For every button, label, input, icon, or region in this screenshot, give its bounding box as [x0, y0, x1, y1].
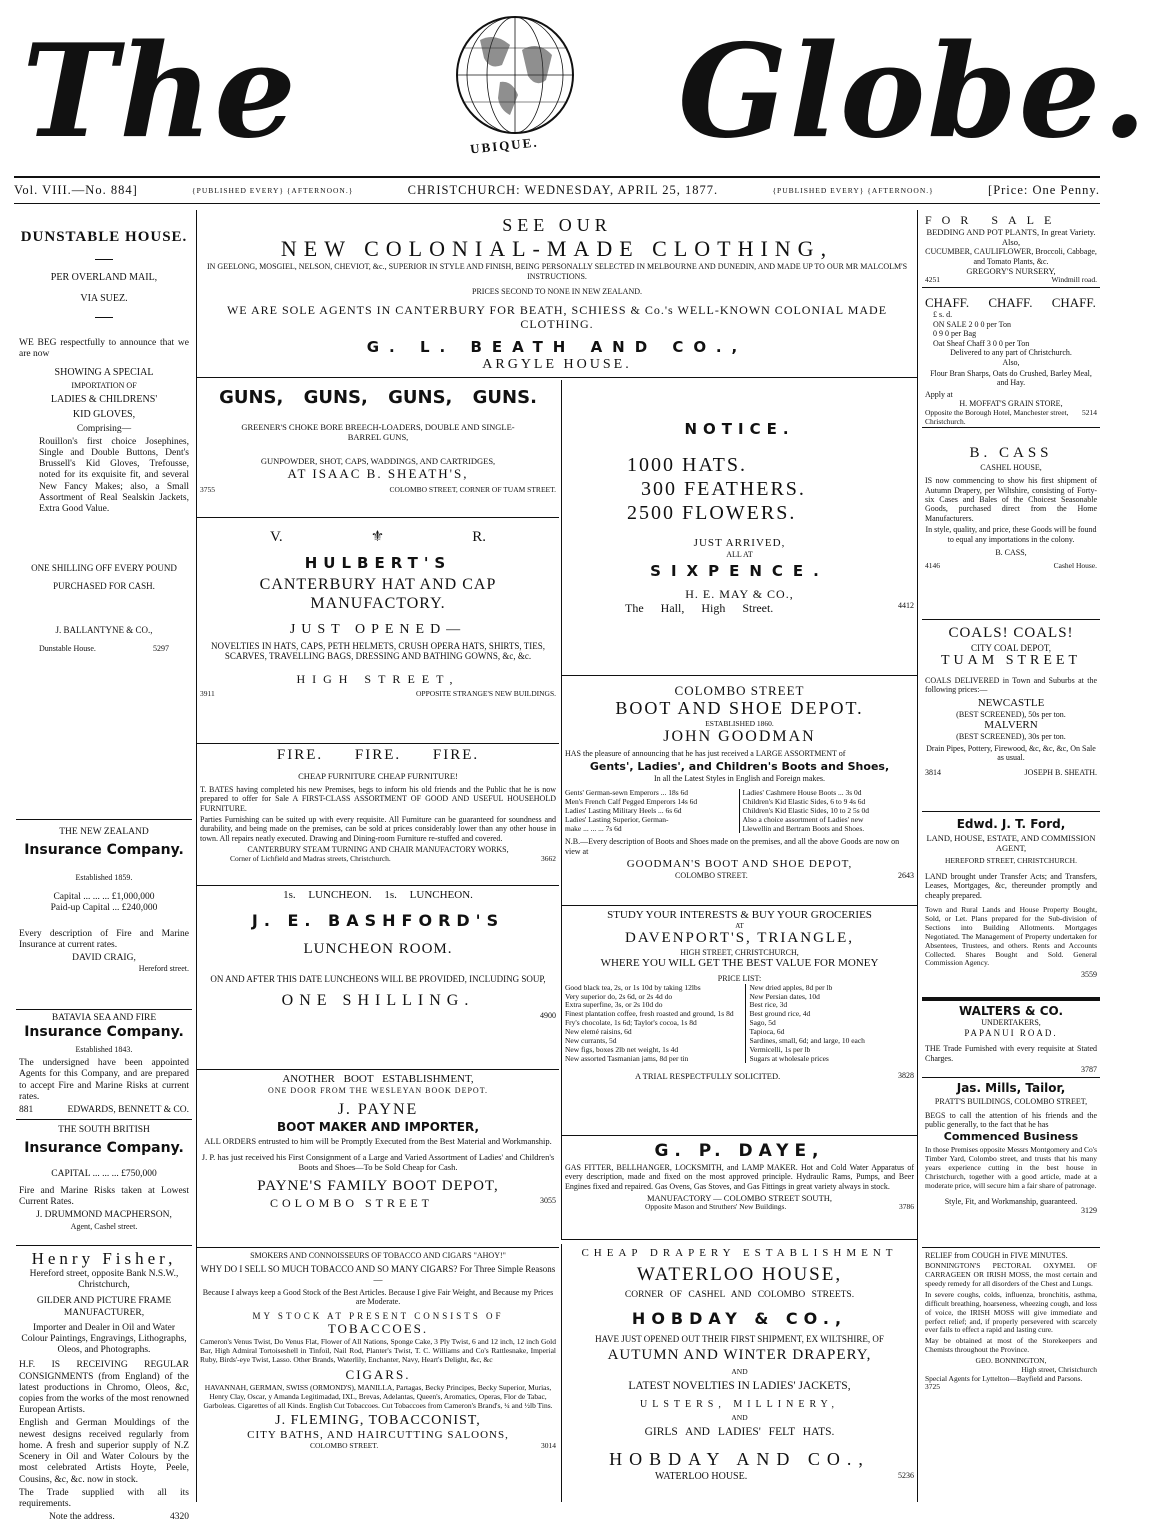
- text: Note the address.: [49, 1512, 115, 1523]
- ad-ford: [922, 812, 1100, 998]
- price-list-item: Men's French Calf Pegged Emperors 14s 6d: [565, 796, 698, 806]
- ad-number: 3014: [541, 1441, 556, 1451]
- text: ARGYLE HOUSE.: [482, 356, 632, 372]
- text: T. BATES having completed his new Premises, begs to inform his old friends and the Public that he is now prepared to offer for Sale A FIRST-CLASS ASSORTMENT OF GOOD AND USEFUL HOUSEHOLD FURNITURE.: [200, 784, 556, 813]
- text: CITY BATHS, AND HAIRCUTTING SALOONS,: [247, 1429, 509, 1442]
- ad-b-cass: [922, 428, 1100, 620]
- text: HAVANNAH, GERMAN, SWISS (ORMOND'S), MANILLA, Partagas, Becky Principes, Becky Superior, Murias, Henry Clay, Oscar, y Amanda Legitimadad, IXL, Brevas, Adelantas, Queen's, Aromatics, Operas, Flor de Tabac, Garboleas. Cigarettes of all Kinds. English Cut Tobaccoes. Cut Tobaccoes from Cameron's Brand's, ¼ and ½lb Tins.: [203, 1383, 553, 1411]
- ad-title: BOOT AND SHOE DEPOT.: [615, 698, 864, 719]
- text: ON AND AFTER THIS DATE LUNCHEONS WILL BE PROVIDED, INCLUDING SOUP,: [210, 973, 546, 984]
- price-list: [565, 789, 914, 833]
- ad-number: 4900: [540, 1010, 556, 1020]
- ad-number: 3055: [540, 1196, 556, 1206]
- ad-title: LUNCHEON ROOM.: [303, 940, 453, 957]
- text: COLOMBO STREET, CORNER OF TUAM STREET.: [389, 484, 556, 494]
- text: MALVERN: [984, 719, 1038, 732]
- ad-firm-name: J. PAYNE: [337, 1101, 419, 1119]
- ad-fleming: [197, 1248, 559, 1454]
- text: CHEAP FURNITURE CHEAP FURNITURE!: [298, 770, 458, 781]
- text: COLOMBO STREET.: [310, 1441, 379, 1451]
- text: Because I always keep a Good Stock of the Best Articles. Because I give Fair Weight, and Because my Prices are Moderate.: [202, 1287, 554, 1307]
- ad-title: CANTERBURY HAT AND CAP MANUFACTORY.: [259, 576, 497, 613]
- price-list-item: Ladies' Lasting Superior, German-: [565, 814, 669, 824]
- text: Fire and Marine Risks taken at Lowest Current Rates.: [19, 1185, 189, 1208]
- text: CAPITAL ... ... ... £750,000: [51, 1168, 157, 1179]
- text: A TRIAL RESPECTFULLY SOLICITED.: [635, 1071, 781, 1082]
- grocery-item: New Persian dates, 10d: [749, 991, 820, 1001]
- text: AT ISAAC B. SHEATH'S,: [287, 466, 469, 482]
- price-list-item: Also a choice assortment of Ladies' new: [742, 814, 864, 824]
- ad-walters: [922, 998, 1100, 1078]
- grocery-item: Fry's chocolate, 1s 6d; Taylor's cocoa, 1s 8d: [565, 1018, 697, 1028]
- ad-number: 3755: [200, 484, 215, 494]
- text: IS now commencing to show his first shipment of Autumn Drapery, per Wiltshire, consisting of Forty-six Cases and Bales of the Choicest Seasonable Goods, purchased direct from the Home Manufacturers.: [925, 476, 1097, 523]
- ad-number: 4412: [898, 600, 914, 610]
- text: Parties Furnishing can be suited up with every requisite. All Furniture can be guaranteed for soundness and durability, and being made on the premises, can be sold at prices considerably lower than any other house in town. All repairs neatly executed. Drawing and Dining-room Furniture re-stuffed and covered.: [200, 815, 556, 843]
- ad-title: GUNS, GUNS, GUNS, GUNS.: [219, 387, 537, 408]
- price: [Price: One Penny.: [988, 183, 1100, 198]
- ad-title: SEE OUR: [502, 215, 612, 235]
- text: Established 1843.: [75, 1044, 133, 1054]
- text: ULSTERS, MILLINERY,: [640, 1399, 839, 1411]
- text: ONE SHILLING OFF EVERY POUND PURCHASED FOR CASH.: [31, 563, 177, 592]
- ad-number: 2643: [898, 871, 914, 881]
- text: 1s. LUNCHEON. 1s. LUNCHEON.: [283, 889, 473, 901]
- ad-title: Henry Fisher,: [31, 1249, 177, 1268]
- text: TUAM STREET: [940, 653, 1082, 669]
- ad-davenport: [562, 906, 917, 1136]
- text: Opposite Mason and Struthers' New Buildings.: [645, 1202, 787, 1212]
- text: ALL AT: [726, 549, 753, 559]
- ad-title: WATERLOO HOUSE,: [636, 1263, 843, 1285]
- text: Windmill road.: [1051, 275, 1097, 285]
- masthead-globe: Globe.: [678, 17, 1149, 167]
- text: GIRLS AND LADIES' FELT HATS.: [644, 1425, 835, 1438]
- text: WHY DO I SELL SO MUCH TOBACCO AND SO MANY CIGARS? For Three Simple Reasons—: [200, 1264, 556, 1286]
- ad-south-british: [16, 1120, 192, 1246]
- dateline: [14, 176, 1100, 204]
- text: English and German Mouldings of the newest designs received regularly from home. A fresh and superior supply of N.Z Scenery in Oil and Water Colours by the most celebrated Artists Hoyte, Peele, Cousins, &c, &c. now in stock.: [19, 1418, 189, 1485]
- text: Hereford street, opposite Bank N.S.W., Christchurch,: [29, 1269, 179, 1291]
- royal-crest-icon: ⚜: [370, 529, 385, 545]
- price-list-item: Ladies' Lasting Military Heels ... 6s 6d: [565, 805, 682, 815]
- text: KID GLOVES,: [72, 408, 136, 420]
- ad-henry-fisher: [16, 1246, 192, 1526]
- published-note: {PUBLISHED EVERY} {AFTERNOON.}: [192, 185, 354, 195]
- ad-fire: [197, 744, 559, 886]
- text: J. P. has just received his First Consignment of a Large and Varied Assortment of Ladies' and Children's Boots and Shoes—To be Sold Cheap for Cash.: [201, 1152, 555, 1173]
- ad-goodman: [562, 676, 917, 906]
- ad-title: Insurance Company.: [24, 842, 184, 859]
- text: BEDDING AND POT PLANTS, In great Variety. Also,: [926, 227, 1096, 248]
- grocery-item: New dried apples, 8d per lb: [749, 982, 833, 992]
- text: Also,: [1002, 357, 1020, 367]
- ad-notice: [562, 380, 917, 676]
- text: MY STOCK AT PRESENT CONSISTS OF: [252, 1310, 504, 1321]
- text: ONE SHILLING.: [281, 991, 475, 1009]
- text: ANOTHER BOOT ESTABLISHMENT,: [282, 1073, 474, 1085]
- grocery-left: [565, 984, 746, 1064]
- published-note-2: {PUBLISHED EVERY} {AFTERNOON.}: [772, 185, 934, 195]
- ad-title: CHAFF. CHAFF. CHAFF.: [925, 295, 1096, 310]
- text: N.B.—Every description of Boots and Shoes made on the premises, and all the above Goods are now on view at: [565, 837, 900, 856]
- ad-title: DUNSTABLE HOUSE.: [20, 229, 188, 245]
- grocery-item: New elemé raisins, 6d: [565, 1026, 632, 1036]
- ad-number: 4251: [925, 275, 940, 285]
- column-middle: [196, 210, 918, 1502]
- text: Gents', Ladies', and Children's Boots and Shoes,: [589, 759, 890, 773]
- ad-title: FIRE. FIRE. FIRE.: [276, 747, 480, 763]
- ad-number: 3787: [1081, 1065, 1097, 1075]
- price-list-item: Llewellin and Bertram Boots and Shoes.: [742, 823, 865, 833]
- text: Cameron's Venus Twist, Do Venus Flat, Flower of All Nations, Sponge Cake, 3 Ply Twist, 6 and 12 inch, 12 inch Gold Bar, High Admiral Tortoiseshell in Tinfoil, Nail Rod, Planter's Twist, T. C. Williams and Co's Rattlesnake, Imperial Ruby, Birds'-eye Twist, Lasso. Other Brands, Waterlily, Enchanter, Navy, Heart's Delight, &c, &c: [200, 1337, 556, 1365]
- ad-title: FOR SALE: [925, 213, 1062, 227]
- text: Established 1859.: [75, 872, 133, 882]
- text: In severe coughs, colds, influenza, bronchitis, asthma, difficult breathing, hoarseness, wheezing cough, and loss of voice, the IRISH MOSS will give immediate and perfect relief; and, if properly persevered with scarcely ever fails to effect a rapid and lasting cure.: [925, 1289, 1097, 1335]
- ad-title: B. CASS: [969, 445, 1053, 461]
- masthead-the: The: [22, 17, 298, 167]
- text: NEWCASTLE: [977, 696, 1045, 709]
- ad-firm-name: WALTERS & CO.: [958, 1004, 1064, 1018]
- text: PAYNE'S FAMILY BOOT DEPOT,: [257, 1178, 499, 1195]
- ad-guns: [197, 380, 559, 518]
- text: HAS the pleasure of announcing that he has just received a LARGE ASSORTMENT of: [565, 749, 846, 759]
- text: Comprising—: [76, 423, 132, 434]
- ad-number: 3828: [898, 1071, 914, 1081]
- text: B. CASS,: [995, 548, 1027, 558]
- text: COALS DELIVERED in Town and Suburbs at the following prices:—: [925, 675, 1097, 695]
- text: High street, Christchurch: [1021, 1364, 1097, 1374]
- column-right: [922, 210, 1100, 1502]
- text: CANTERBURY STEAM TURNING AND CHAIR MANUFACTORY WORKS,: [247, 845, 509, 855]
- text: Hereford street.: [138, 964, 189, 974]
- ad-for-sale: [922, 210, 1100, 288]
- text: 300 FEATHERS.: [641, 477, 806, 500]
- text: HEREFORD STREET, CHRISTCHURCH.: [945, 856, 1077, 866]
- grocery-item: Finest plantation coffee, fresh roasted and ground, 1s 8d: [565, 1009, 734, 1019]
- text: Drain Pipes, Pottery, Firewood, &c, &c, &c, On Sale as usual.: [926, 743, 1096, 762]
- price-list-item: Gents' German-sewn Emperors ... 18s 6d: [565, 788, 688, 798]
- text: COLOMBO STREET: [674, 683, 805, 698]
- masthead-motto: UBIQUE.: [469, 134, 540, 157]
- text: J. BALLANTYNE & CO.,: [55, 625, 153, 636]
- text: Paid-up Capital ... £240,000: [50, 903, 158, 914]
- text: SMOKERS AND CONNOISSEURS OF TOBACCO AND CIGARS "AHOY!": [250, 1251, 506, 1260]
- text: Every description of Fire and Marine Insurance at current rates.: [19, 928, 189, 950]
- text: EDWARDS, BENNETT & CO.: [67, 1104, 189, 1115]
- chaff-price-row: £ s. d.: [933, 310, 953, 320]
- text: LADIES & CHILDRENS': [50, 393, 158, 405]
- text: The undersigned have been appointed Agents for this Company, and are prepared to accept Fire and Marine Risks at current rates.: [19, 1058, 189, 1102]
- text: In all the Latest Styles in English and Foreign makes.: [653, 773, 826, 783]
- grocery-item: New figs, boxes 2lb net weight, 1s 4d: [565, 1044, 679, 1054]
- text: CUCUMBER, CAULIFLOWER, Broccoli, Cabbage, and Tomato Plants, &c.: [925, 247, 1097, 266]
- chaff-price-row: 0 9 0 per Bag: [933, 329, 977, 339]
- text: COLOMBO STREET: [270, 1196, 434, 1211]
- grocery-item: Extra superfine, 3s, or 2s 10d do: [565, 1000, 663, 1010]
- text: DAVID CRAIG,: [72, 952, 136, 963]
- text: Cashel House.: [1053, 560, 1097, 570]
- ad-hobday: [561, 1244, 917, 1502]
- ad-firm-name: Edwd. J. T. Ford,: [956, 817, 1066, 831]
- text: Town and Rural Lands and House Property Bought, Sold, or Let. Plans prepared for the Sub-division of Sections into Building Allotments. Mortgages Negotiated. The Management of Property undertaken for Absentees, Trustees, and others. Rents and Accounts Collected. Shares Bought and Sold. General Commission Agency.: [925, 905, 1097, 968]
- ad-hulbert: [197, 518, 559, 744]
- text: THE Trade Furnished with every requisite at Stated Charges.: [925, 1044, 1097, 1063]
- grocery-item: Sago, 5d: [749, 1018, 776, 1028]
- text: LAND, HOUSE, ESTATE, AND COMMISSION AGENT,: [926, 833, 1096, 854]
- text: Opposite the Borough Hotel, Manchester street, Christchurch.: [925, 407, 1069, 426]
- text: BATAVIA SEA AND FIRE: [51, 1013, 157, 1023]
- ad-firm-name: DAVENPORT'S, TRIANGLE,: [624, 930, 854, 947]
- chaff-price-table: [925, 310, 1097, 348]
- text: JUST ARRIVED,: [693, 536, 786, 549]
- ad-number: 3786: [899, 1202, 914, 1212]
- text: ESTABLISHED 1860.: [705, 718, 774, 728]
- text: MANUFACTORY — COLOMBO STREET SOUTH,: [646, 1193, 833, 1204]
- ad-firm-name: G. L. BEATH AND CO.,: [366, 337, 748, 356]
- text: CIGARS.: [345, 1367, 411, 1382]
- text: Corner of Lichfield and Madras streets, Christchurch.: [230, 853, 391, 863]
- text: PRATT'S BUILDINGS, COLOMBO STREET,: [934, 1097, 1088, 1107]
- text: 1000 HATS.: [627, 453, 748, 476]
- ad-number: 3559: [1081, 970, 1097, 980]
- ad-chaff: [922, 288, 1100, 428]
- text: Commenced Business: [943, 1130, 1079, 1144]
- ad-luncheon: [197, 886, 559, 1070]
- text: 2500 FLOWERS.: [627, 501, 797, 524]
- globe-icon: [440, 10, 590, 140]
- text: Special Agents for Lyttelton—Bayfield and Parsons.: [925, 1373, 1083, 1383]
- grocery-item: Sugars at wholesale prices: [749, 1053, 829, 1063]
- ad-batavia-insurance: [16, 1010, 192, 1120]
- text: HIGH STREET, CHRISTCHURCH,: [680, 947, 799, 957]
- chaff-price-row: ON SALE 2 0 0 per Ton: [933, 319, 1011, 329]
- text: Importer and Dealer in Oil and Water Colour Paintings, Engravings, Lithographs, Oleos, and Photographs.: [21, 1322, 187, 1356]
- middle-left: [197, 380, 559, 1454]
- text: SHOWING A SPECIAL: [54, 366, 154, 378]
- masthead: [0, 0, 1149, 172]
- grocery-item: Very superior do, 2s 6d, or 2s 4d do: [565, 991, 673, 1001]
- text: COLOMBO STREET.: [675, 871, 748, 881]
- ad-title: COALS! COALS!: [948, 625, 1074, 641]
- price-list-left: [565, 789, 740, 833]
- text: AT: [735, 921, 744, 930]
- text: GOODMAN'S BOOT AND SHOE DEPOT,: [626, 858, 853, 871]
- text: J. DRUMMOND MACPHERSON,: [36, 1210, 172, 1221]
- text: PRICE LIST:: [717, 974, 762, 984]
- ad-title: Insurance Company.: [24, 1024, 184, 1041]
- text: BONNINGTON'S PECTORAL OXYMEL OF CARRAGEEN OR IRISH MOSS, the most certain and speedy remedy for all disorders of the Chest and Lungs.: [925, 1261, 1097, 1289]
- grocery-item: New currants, 5d: [565, 1035, 617, 1045]
- ad-headline: SIXPENCE.: [650, 562, 829, 581]
- text: The Hall, High Street.: [625, 600, 774, 615]
- ad-daye: [562, 1136, 917, 1240]
- text: OPPOSITE STRANGE'S NEW BUILDINGS.: [416, 689, 556, 699]
- ad-number: 3814: [925, 768, 941, 778]
- grocery-item: Good black tea, 2s, or 1s 10d by taking 12lbs: [565, 982, 701, 992]
- volume-number: Vol. VIII.—No. 884]: [14, 183, 138, 198]
- text: Flour Bran Sharps, Oats do Crushed, Barley Meal, and Hay.: [930, 368, 1092, 388]
- text: BEGS to call the attention of his friends and the public generally, to the fact that he has: [925, 1110, 1097, 1130]
- text: Agent, Cashel street.: [70, 1221, 138, 1231]
- grocery-item: New assorted Tasmanian jams, 8d per tin: [565, 1053, 689, 1063]
- text: In style, quality, and price, these Goods will be found to equal any importations in the colony.: [925, 525, 1097, 544]
- ad-coals: [922, 620, 1100, 812]
- ad-firm-name: Jas. Mills, Tailor,: [956, 1081, 1066, 1095]
- text: NOVELTIES IN HATS, CAPS, PETH HELMETS, CRUSH OPERA HATS, SHIRTS, TIES, SCARVES, TRAVELLING BAGS, DRESSING AND BATHING GOWNS, &c, &c.: [210, 640, 545, 662]
- ad-mills: [922, 1078, 1100, 1248]
- ad-number: 3129: [1081, 1206, 1097, 1216]
- text: H. MOFFAT'S GRAIN STORE,: [959, 399, 1063, 409]
- text: AND: [731, 1366, 748, 1376]
- ad-headline: AUTUMN AND WINTER DRAPERY,: [607, 1347, 872, 1364]
- text: HAVE JUST OPENED OUT THEIR FIRST SHIPMENT, EX WILTSHIRE, OF: [595, 1334, 884, 1345]
- ad-nz-insurance: [16, 820, 192, 1010]
- ad-payne: [197, 1070, 559, 1248]
- ad-firm-name: HULBERT'S: [304, 553, 452, 572]
- text: Apply at: [925, 389, 953, 399]
- grocery-item: Sardines, small, 6d; and large, 10 each: [749, 1035, 865, 1045]
- price-list-item: Ladies' Cashmere House Boots ... 3s 0d: [742, 788, 862, 798]
- ad-title: Insurance Company.: [24, 1140, 184, 1157]
- text: VIA SUEZ.: [80, 293, 128, 305]
- text: H.F. IS RECEIVING REGULAR CONSIGNMENTS (from England) of the latest productions in Chromo, Oleos, &c, copies from the works of the most renowned European Artists.: [19, 1360, 189, 1416]
- ad-firm-name: JOHN GOODMAN: [663, 728, 816, 746]
- text: GREENER'S CHOKE BORE BREECH-LOADERS, DOUBLE AND SINGLE-BARREL GUNS,: [241, 422, 515, 443]
- ad-firm-name: J. FLEMING, TOBACCONIST,: [275, 1412, 481, 1428]
- text: V.: [270, 529, 283, 545]
- text: PER OVERLAND MAIL,: [50, 271, 158, 283]
- text: WATERLOO HOUSE.: [655, 1470, 748, 1482]
- text: IMPORTATION OF: [71, 381, 137, 391]
- text: WE ARE SOLE AGENTS IN CANTERBURY FOR BEATH, SCHIESS & Co.'s WELL-KNOWN COLONIAL MADE CLOTHING.: [226, 302, 888, 331]
- text: GAS FITTER, BELLHANGER, LOCKSMITH, and LAMP MAKER. Hot and Cold Water Apparatus of every description, made and fixed on the most approved principle. Hydraulic Rams, Pumps, and Beer Engines fixed and repaired. Gas Ovens, Gas Stoves, and Gas Fittings in great variety always in stock.: [565, 1163, 914, 1191]
- ad-firm-name: HOBDAY & CO.,: [631, 1308, 848, 1328]
- middle-right: [561, 380, 917, 1240]
- text: JUST OPENED—: [289, 622, 467, 638]
- text: The Trade supplied with all its requirements.: [19, 1487, 189, 1509]
- text: Rouillon's first choice Josephines, Single and Double Buttons, Dent's Brussell's Kid Gloves, Trefousse, noted for its exquisite fit, and several New Fancy Makes; also, a Small Assortment of Real Sealskin Jackets, Extra Good Value.: [39, 436, 189, 514]
- text: WE BEG respectfully to announce that we are now: [19, 338, 189, 360]
- text: HOBDAY AND CO.,: [609, 1449, 870, 1470]
- place-date: CHRISTCHURCH: WEDNESDAY, APRIL 25, 1877.: [407, 183, 719, 198]
- ad-number: 4320: [170, 1512, 189, 1523]
- text: May be obtained at most of the Storekeepers and Chemists throughout the Province.: [925, 1336, 1097, 1355]
- text: Dunstable House.: [39, 643, 96, 653]
- price-list-item: Children's Kid Elastic Sides, 6 to 9 4s 6d: [742, 796, 866, 806]
- text: In those Premises opposite Messrs Montgomery and Co's Timber Yard, Colombo street, and trusts that his many years experience cutting in the best house in Christchurch, together with a good article, made at a moderate price, will secure him a fair share of patronage.: [925, 1145, 1097, 1190]
- text: THE SOUTH BRITISH: [58, 1125, 150, 1135]
- ad-bonnington: [922, 1248, 1100, 1395]
- price-list-item: Children's Kid Elastic Sides, 10 to 2 5s 0d: [742, 805, 870, 815]
- text: THE NEW ZEALAND: [59, 827, 149, 837]
- text: CORNER OF CASHEL AND COLOMBO STREETS.: [624, 1290, 855, 1301]
- price-list-item: make ... ... ... 7s 6d: [565, 823, 622, 833]
- grocery-item: Best rice, 3d: [749, 1000, 788, 1010]
- text: UNDERTAKERS,: [981, 1018, 1041, 1028]
- text: CASHEL HOUSE,: [980, 462, 1042, 472]
- text: ALL ORDERS entrusted to him will be Promptly Executed from the Best Material and Workmanship.: [204, 1136, 552, 1147]
- text: WHERE YOU WILL GET THE BEST VALUE FOR MONEY: [600, 957, 879, 970]
- ad-firm-name: H. E. MAY & CO.,: [685, 586, 794, 601]
- ad-firm-name: J. E. BASHFORD'S: [251, 910, 505, 930]
- text: CITY COAL DEPOT,: [971, 642, 1051, 653]
- text: (BEST SCREENED), 50s per ton.: [956, 709, 1066, 719]
- ad-number: 5214: [1082, 407, 1097, 417]
- grocery-price-list: [565, 984, 914, 1064]
- text: GILDER AND PICTURE FRAME MANUFACTURER,: [36, 1296, 172, 1318]
- ad-title: BOOT MAKER AND IMPORTER,: [276, 1120, 480, 1135]
- ad-number: 881: [19, 1104, 34, 1115]
- ad-beath: [197, 210, 917, 378]
- ad-number: 5236: [898, 1470, 914, 1480]
- ad-number: 4146: [925, 560, 940, 570]
- ad-dunstable: [16, 210, 192, 820]
- ad-number: 3662: [541, 853, 556, 863]
- text: (BEST SCREENED), 30s per ton.: [956, 732, 1066, 742]
- text: STUDY YOUR INTERESTS & BUY YOUR GROCERIES: [607, 909, 872, 921]
- ad-number: 3911: [200, 689, 215, 699]
- text: TOBACCOES.: [327, 1321, 429, 1337]
- chaff-price-row: Oat Sheaf Chaff 3 0 0 per Ton: [933, 338, 1030, 348]
- column-left: [16, 210, 192, 1523]
- text: LATEST NOVELTIES IN LADIES' JACKETS,: [628, 1379, 851, 1392]
- text: PAPANUI ROAD.: [964, 1027, 1058, 1038]
- ad-firm-name: G. P. DAYE,: [654, 1141, 825, 1161]
- text: IN GEELONG, MOSGIEL, NELSON, CHEVIOT, &c., SUPERIOR IN STYLE AND FINISH, BEING PERSONALLY SELECTED IN MELBOURNE AND DUNEDIN, AND MADE UP TO OUR MR MALCOLM'S INSTRUCTIONS.: [206, 262, 908, 281]
- text: GREGORY'S NURSERY,: [966, 266, 1056, 277]
- ad-number: 5297: [153, 643, 169, 653]
- text: RELIEF from COUGH in FIVE MINUTES.: [925, 1251, 1068, 1260]
- grocery-item: Vermicelli, 1s per lb: [749, 1044, 811, 1054]
- text: Style, Fit, and Workmanship, guaranteed.: [944, 1196, 1078, 1206]
- grocery-right: [746, 984, 914, 1064]
- text: R.: [472, 529, 486, 545]
- ad-headline: NEW COLONIAL-MADE CLOTHING,: [280, 236, 834, 262]
- text: GEO. BONNINGTON,: [975, 1355, 1047, 1365]
- grocery-item: Tapioca, 6d: [749, 1026, 785, 1036]
- text: AND: [731, 1412, 748, 1422]
- text: JOSEPH B. SHEATH.: [1024, 768, 1097, 778]
- text: CHEAP DRAPERY ESTABLISHMENT: [581, 1247, 898, 1259]
- text: GUNPOWDER, SHOT, CAPS, WADDINGS, AND CARTRIDGES,: [260, 456, 496, 467]
- text: Capital ... ... ... £1,000,000: [53, 892, 155, 903]
- ad-title: NOTICE.: [684, 420, 795, 438]
- grocery-item: Best ground rice, 4d: [749, 1009, 811, 1019]
- text: HIGH STREET,: [296, 671, 460, 686]
- text: LAND brought under Transfer Acts; and Transfers, Leases, Mortgages, &c, thereunder promptly and cheaply prepared.: [925, 872, 1097, 900]
- text: ONE DOOR FROM THE WESLEYAN BOOK DEPOT.: [267, 1085, 488, 1095]
- price-list-right: [740, 789, 915, 833]
- text: Delivered to any part of Christchurch.: [950, 348, 1072, 358]
- ad-number: 3725: [925, 1382, 940, 1392]
- text: PRICES SECOND TO NONE IN NEW ZEALAND.: [472, 287, 642, 297]
